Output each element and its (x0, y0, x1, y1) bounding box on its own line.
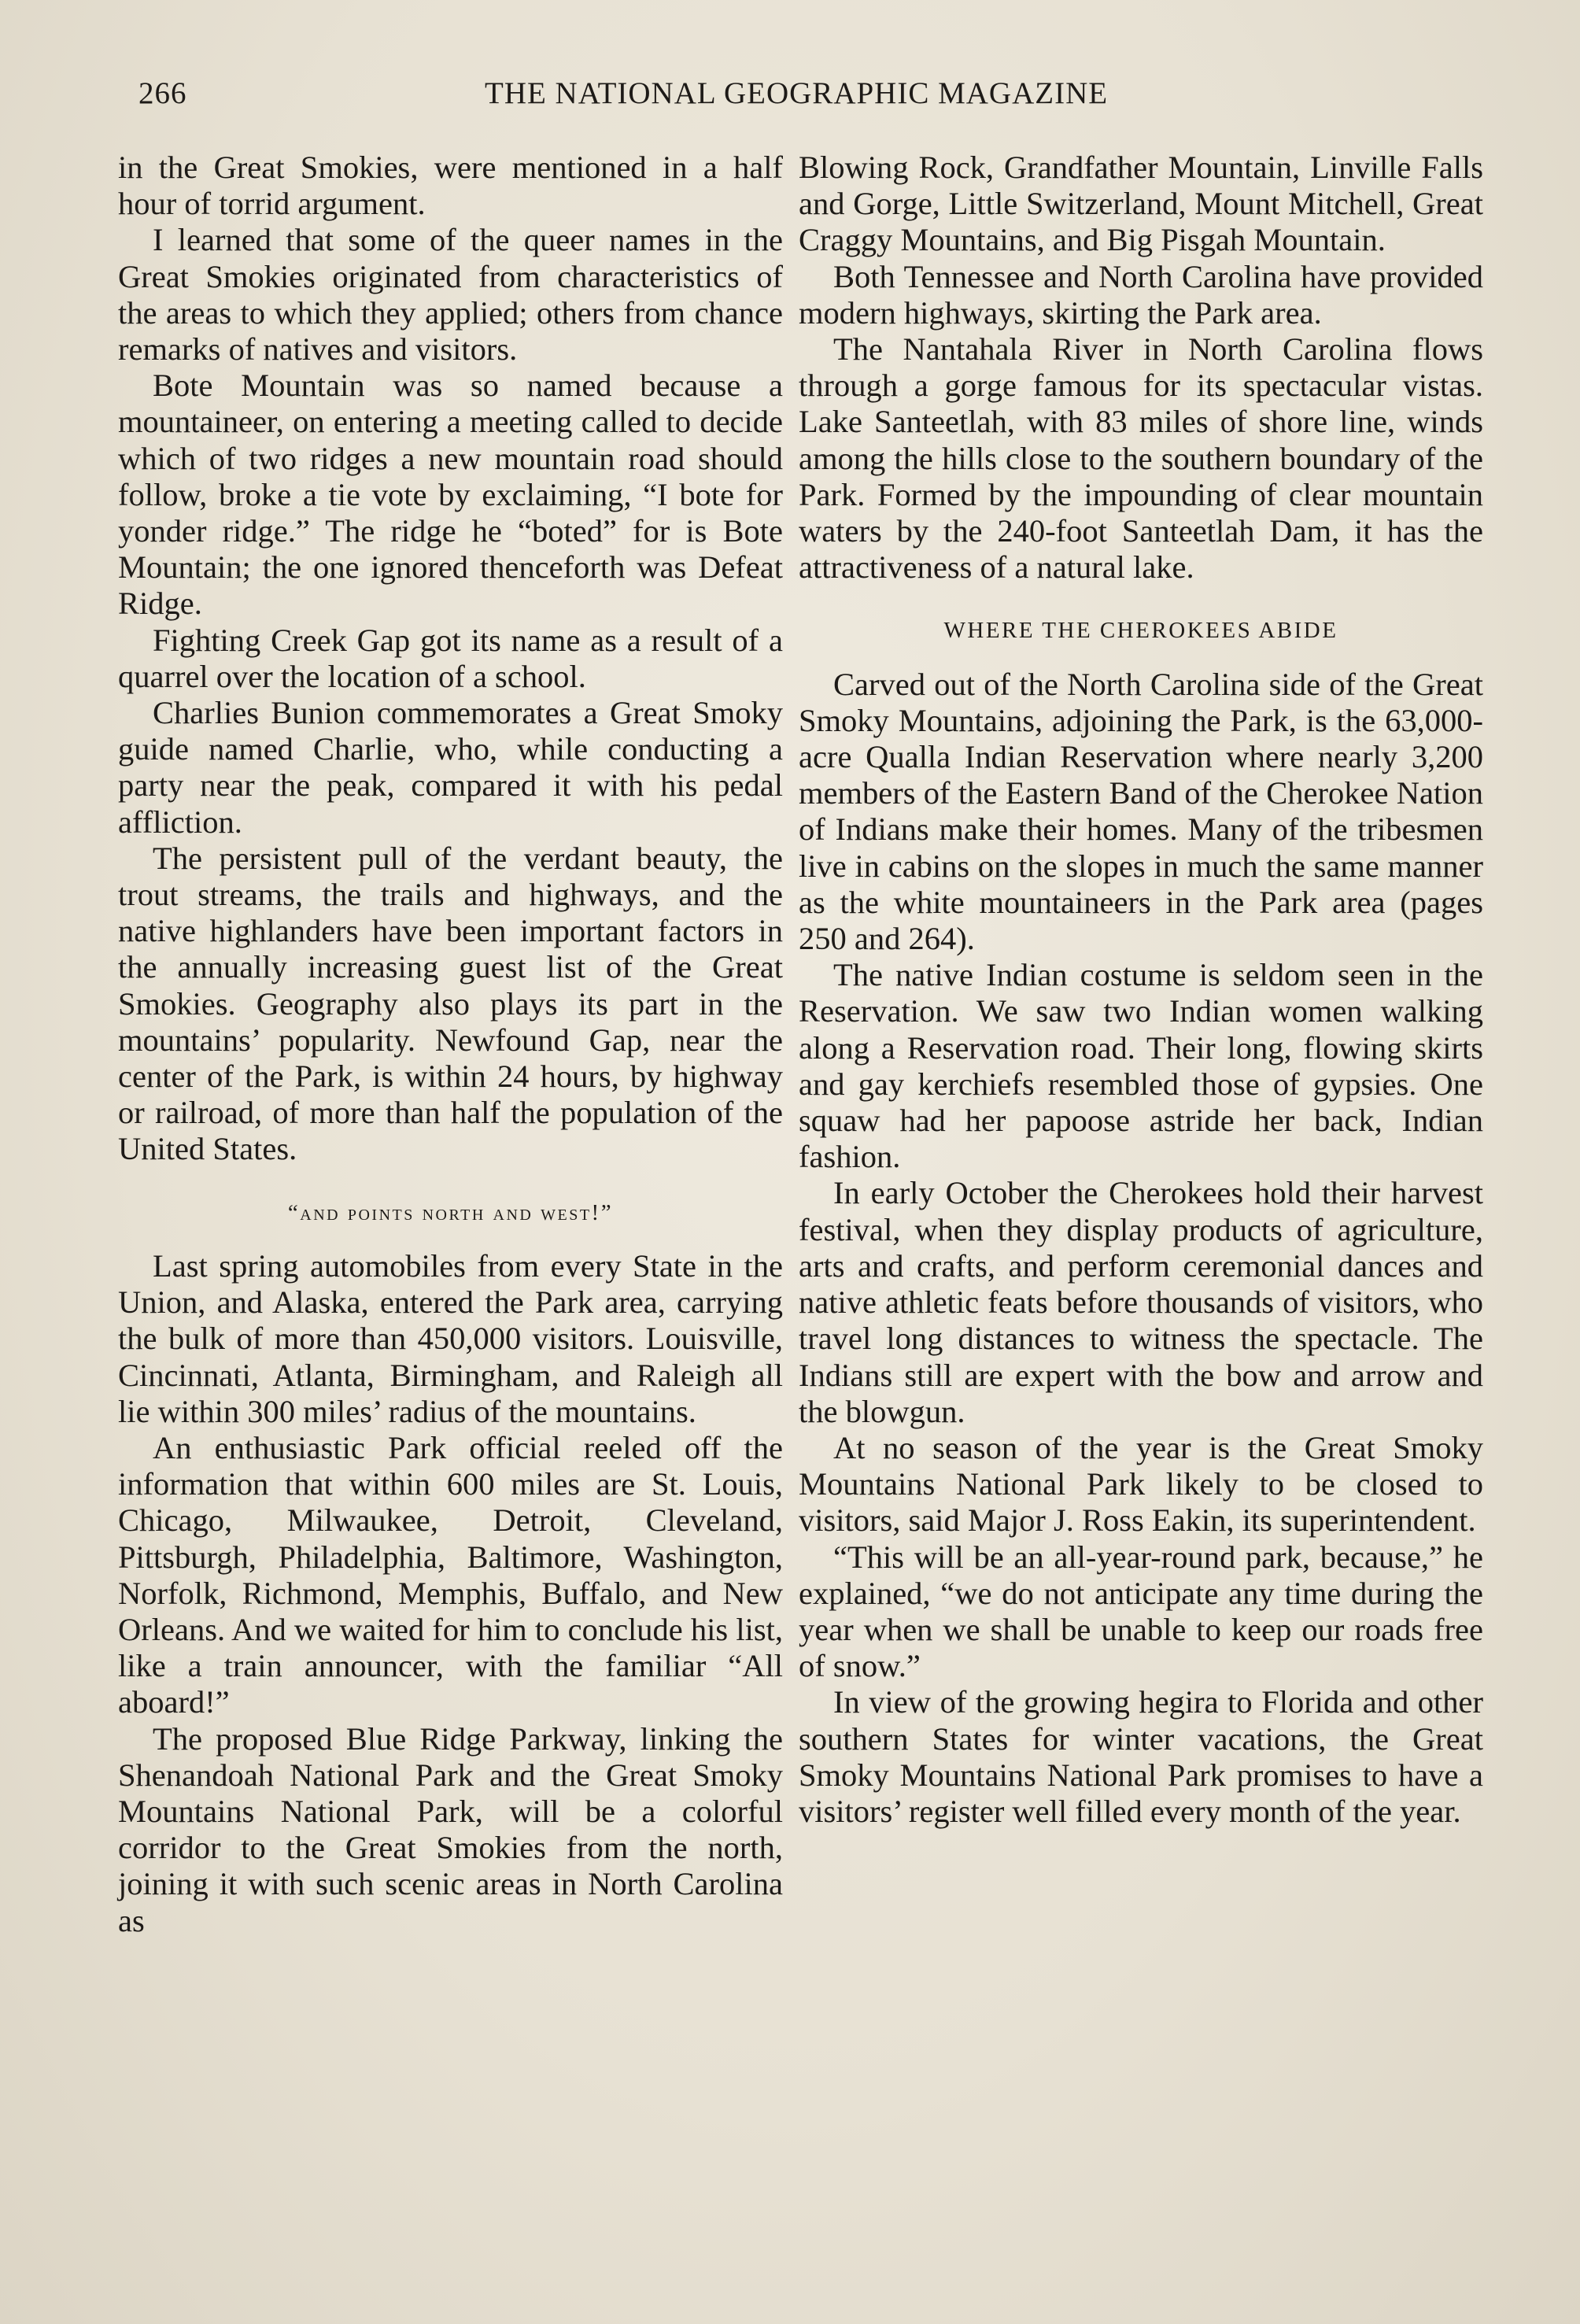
paragraph: Blowing Rock, Grandfather Mountain, Linville Falls and Gorge, Little Switzerland, Mount Mitchell, Great Craggy Mountains, and Big Pisgah Mountain. (799, 150, 1483, 258)
paragraph: In early October the Cherokees hold their harvest festival, when they display products of agriculture, arts and crafts, and perform ceremonial dances and native athletic feats before thousands of visitors, who travel long distances to witness the spectacle. The Indians still are expert with the bow and arrow and the blowgun. (799, 1175, 1483, 1429)
paragraph: I learned that some of the queer names in the Great Smokies originated from characteristics of the areas to which they applied; others from chance remarks of natives and visitors. (118, 222, 783, 368)
paragraph: Both Tennessee and North Carolina have provided modern highways, skirting the Park area. (799, 258, 1483, 331)
paragraph: At no season of the year is the Great Smoky Mountains National Park likely to be closed to visitors, said Major J. Ross Eakin, its superintendent. (799, 1429, 1483, 1539)
section-heading: WHERE THE CHEROKEES ABIDE (943, 618, 1338, 644)
page-number: 266 (138, 76, 187, 110)
paragraph: Bote Mountain was so named because a mountaineer, on entering a meeting called to decide which of two ridges a new mountain road should follow, broke a tie vote by exclaiming, “I bote for yonder ridge.” The ridge he “boted” for is Bote Mountain; the one ignored thenceforth was Defeat Ridge. (118, 368, 783, 622)
paragraph: The persistent pull of the verdant beauty, the trout streams, the trails and highways, and the native highlanders have been important factors in the annually increasing guest list of the Great Smokies. Geography also plays its part in the mountains’ popularity. Newfound Gap, near the center of the Park, is within 24 hours, by highway or railroad, of more than half the population of the United States. (118, 840, 783, 1167)
paragraph: Last spring automobiles from every State in the Union, and Alaska, entered the Park area, carrying the bulk of more than 450,000 visitors. Louisville, Cincinnati, Atlanta, Birmingham, and Raleigh all lie within 300 miles’ radius of the mountains. (118, 1247, 783, 1429)
paragraph: Charlies Bunion commemorates a Great Smoky guide named Charlie, who, while conducting a party near the peak, compared it with his pedal affliction. (118, 695, 783, 840)
paragraph: An enthusiastic Park official reeled off the information that within 600 miles are St. Louis, Chicago, Milwaukee, Detroit, Cleveland, Pittsburgh, Philadelphia, Baltimore, Washington, Norfolk, Richmond, Memphis, Buffalo, and New Orleans. And we waited for him to conclude his list, like a train announcer, with the familiar “All aboard!” (118, 1429, 783, 1720)
right-column (799, 150, 1483, 1830)
paragraph: “This will be an all-year-round park, because,” he explained, “we do not anticipate any time during the year when we shall be unable to keep our roads free of snow.” (799, 1539, 1483, 1684)
section-heading: “and points north and west!” (287, 1199, 614, 1225)
running-title: THE NATIONAL GEOGRAPHIC MAGAZINE (485, 76, 1109, 110)
paragraph: The Nantahala River in North Carolina flows through a gorge famous for its spectacular vistas. Lake Santeetlah, with 83 miles of shore line, winds among the hills close to the southern boundary of the Park. Formed by the impounding of clear mountain waters by the 240-foot Santeetlah Dam, it has the attractiveness of a natural lake. (799, 331, 1483, 586)
paragraph: In view of the growing hegira to Florida and other southern States for winter vacations, the Great Smoky Mountains National Park promises to have a visitors’ register well filled every month of the year. (799, 1684, 1483, 1829)
paragraph: in the Great Smokies, were mentioned in a half hour of torrid argument. (118, 150, 783, 222)
paragraph: The proposed Blue Ridge Parkway, linking the Shenandoah National Park and the Great Smoky Mountains National Park, will be a colorful corridor to the Great Smokies from the north, joining it with such scenic areas in North Carolina as (118, 1720, 783, 1938)
paragraph: Carved out of the North Carolina side of the Great Smoky Mountains, adjoining the Park, is the 63,000-acre Qualla Indian Reservation where nearly 3,200 members of the Eastern Band of the Cherokee Nation of Indians make their homes. Many of the tribesmen live in cabins on the slopes in much the same manner as the white mountaineers in the Park area (pages 250 and 264). (799, 666, 1483, 957)
left-column (118, 150, 783, 1939)
paragraph: The native Indian costume is seldom seen in the Reservation. We saw two Indian women walking along a Reservation road. Their long, flowing skirts and gay kerchiefs resembled those of gypsies. One squaw had her papoose astride her back, Indian fashion. (799, 957, 1483, 1175)
paragraph: Fighting Creek Gap got its name as a result of a quarrel over the location of a school. (118, 622, 783, 694)
